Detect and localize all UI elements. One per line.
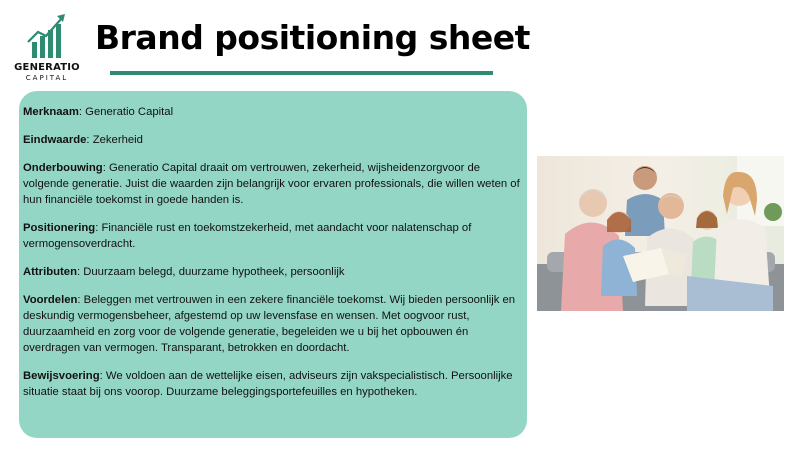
section-positionering <box>23 220 523 252</box>
section-label: Eindwaarde <box>23 134 87 146</box>
logo-name: GENERATIO <box>14 62 80 73</box>
section-text: : Beleggen met vertrouwen in een zekere financiële toekomst. Wij bieden persoonlijk en deskundig vermogensbeheer, afgestemd op uw levensfase en wensen. Met oogvoor rust, duurzaamheid en zorg voor de volgende generatie, begeleiden we u bij het opbouwen én overdragen van vermogen. Transparant, betrokken en doordacht. <box>23 294 516 354</box>
page-title: Brand positioning sheet <box>95 18 530 57</box>
section-text: : Generatio Capital draait om vertrouwen, zekerheid, wijsheidenzorgvoor de volgende generatie. Juist die waarden zijn belangrijk voor ervaren professionals, die willen weten of hun financiële toekomst in goede handen is. <box>23 162 520 206</box>
section-text: : We voldoen aan de wettelijke eisen, adviseurs zijn vakspecialistisch. Persoonlijke situatie staat bij ons voorop. Duurzame beleggingsportefeuilles en hypotheken. <box>23 370 513 398</box>
section-merknaam <box>23 104 523 120</box>
section-label: Attributen <box>23 266 77 278</box>
logo-subtitle: CAPITAL <box>25 74 69 82</box>
section-label: Voordelen <box>23 294 78 306</box>
section-label: Onderbouwing <box>23 162 103 174</box>
title-underline <box>110 71 493 75</box>
growth-bar-chart-icon <box>26 12 68 60</box>
section-text: : Duurzaam belegd, duurzame hypotheek, persoonlijk <box>76 266 345 278</box>
section-attributen <box>23 264 523 280</box>
section-voordelen <box>23 292 523 356</box>
family-photo <box>537 156 784 311</box>
positioning-card <box>19 91 527 438</box>
section-text: : Financiële rust en toekomstzekerheid, met aandacht voor nalatenschap of vermogensoverdracht. <box>23 222 472 250</box>
section-label: Merknaam <box>23 106 79 118</box>
section-label: Positionering <box>23 222 96 234</box>
brand-logo <box>12 12 82 84</box>
section-onderbouwing <box>23 160 523 208</box>
section-text: : Zekerheid <box>86 134 143 146</box>
section-bewijsvoering <box>23 368 523 400</box>
section-eindwaarde <box>23 132 523 148</box>
section-label: Bewijsvoering <box>23 370 100 382</box>
section-text: : Generatio Capital <box>78 106 174 118</box>
